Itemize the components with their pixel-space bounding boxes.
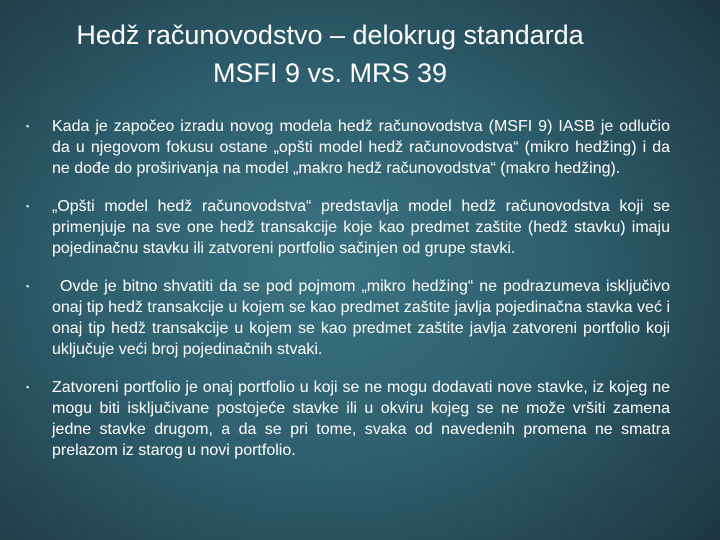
list-item bbox=[26, 377, 670, 461]
list-item bbox=[26, 276, 670, 360]
slide-title-line-1: Hedž računovodstvo – delokrug standarda bbox=[76, 20, 584, 50]
slide-title bbox=[0, 16, 660, 92]
bullet-text: Kada je započeo izradu novog modela hedž računovodstva (MSFI 9) IASB je odlučio da u njegovom fokusu ostane „opšti model hedž računovodstva“ (mikro hedžing) i da ne dođe do proširivanja na model „makro hedž računovodstva“ (makro hedžing). bbox=[52, 118, 670, 177]
slide-title-line-2: MSFI 9 vs. MRS 39 bbox=[212, 58, 448, 88]
bullet-text: Zatvoreni portfolio je onaj portfolio u koji se ne mogu dodavati nove stavke, iz kojeg ne mogu biti isključivane postojeće stavke ili u okviru kojeg se ne može vršiti zamena jedne stavke drugom, a da se pri tome, svaka od navedenih promena ne smatra prelazom iz starog u novi portfolio. bbox=[52, 379, 670, 459]
square-bullet-icon: ▪ bbox=[26, 121, 30, 131]
bullet-list bbox=[26, 116, 670, 478]
square-bullet-icon: ▪ bbox=[26, 281, 30, 291]
bullet-text: „Opšti model hedž računovodstva“ predstavlja model hedž računovodstva koji se primenjuje na sve one hedž transakcije koje kao predmet zaštite (hedž stavku) imaju pojedinačnu stavku ili zatvoreni portfolio sačinjen od grupe stavki. bbox=[52, 198, 670, 257]
list-item bbox=[26, 196, 670, 259]
square-bullet-icon: ▪ bbox=[26, 201, 30, 211]
list-item bbox=[26, 116, 670, 179]
square-bullet-icon: ▪ bbox=[26, 382, 30, 392]
bullet-text: Ovde je bitno shvatiti da se pod pojmom „mikro hedžing“ ne podrazumeva isključivo onaj tip hedž transakcije u kojem se kao predmet zaštite javlja pojedinačna stavka već i onaj tip hedž transakcije u kojem se kao predmet zaštite javlja zatvoreni portfolio koji uključuje veći broj pojedinačnih stvaki. bbox=[52, 278, 670, 358]
